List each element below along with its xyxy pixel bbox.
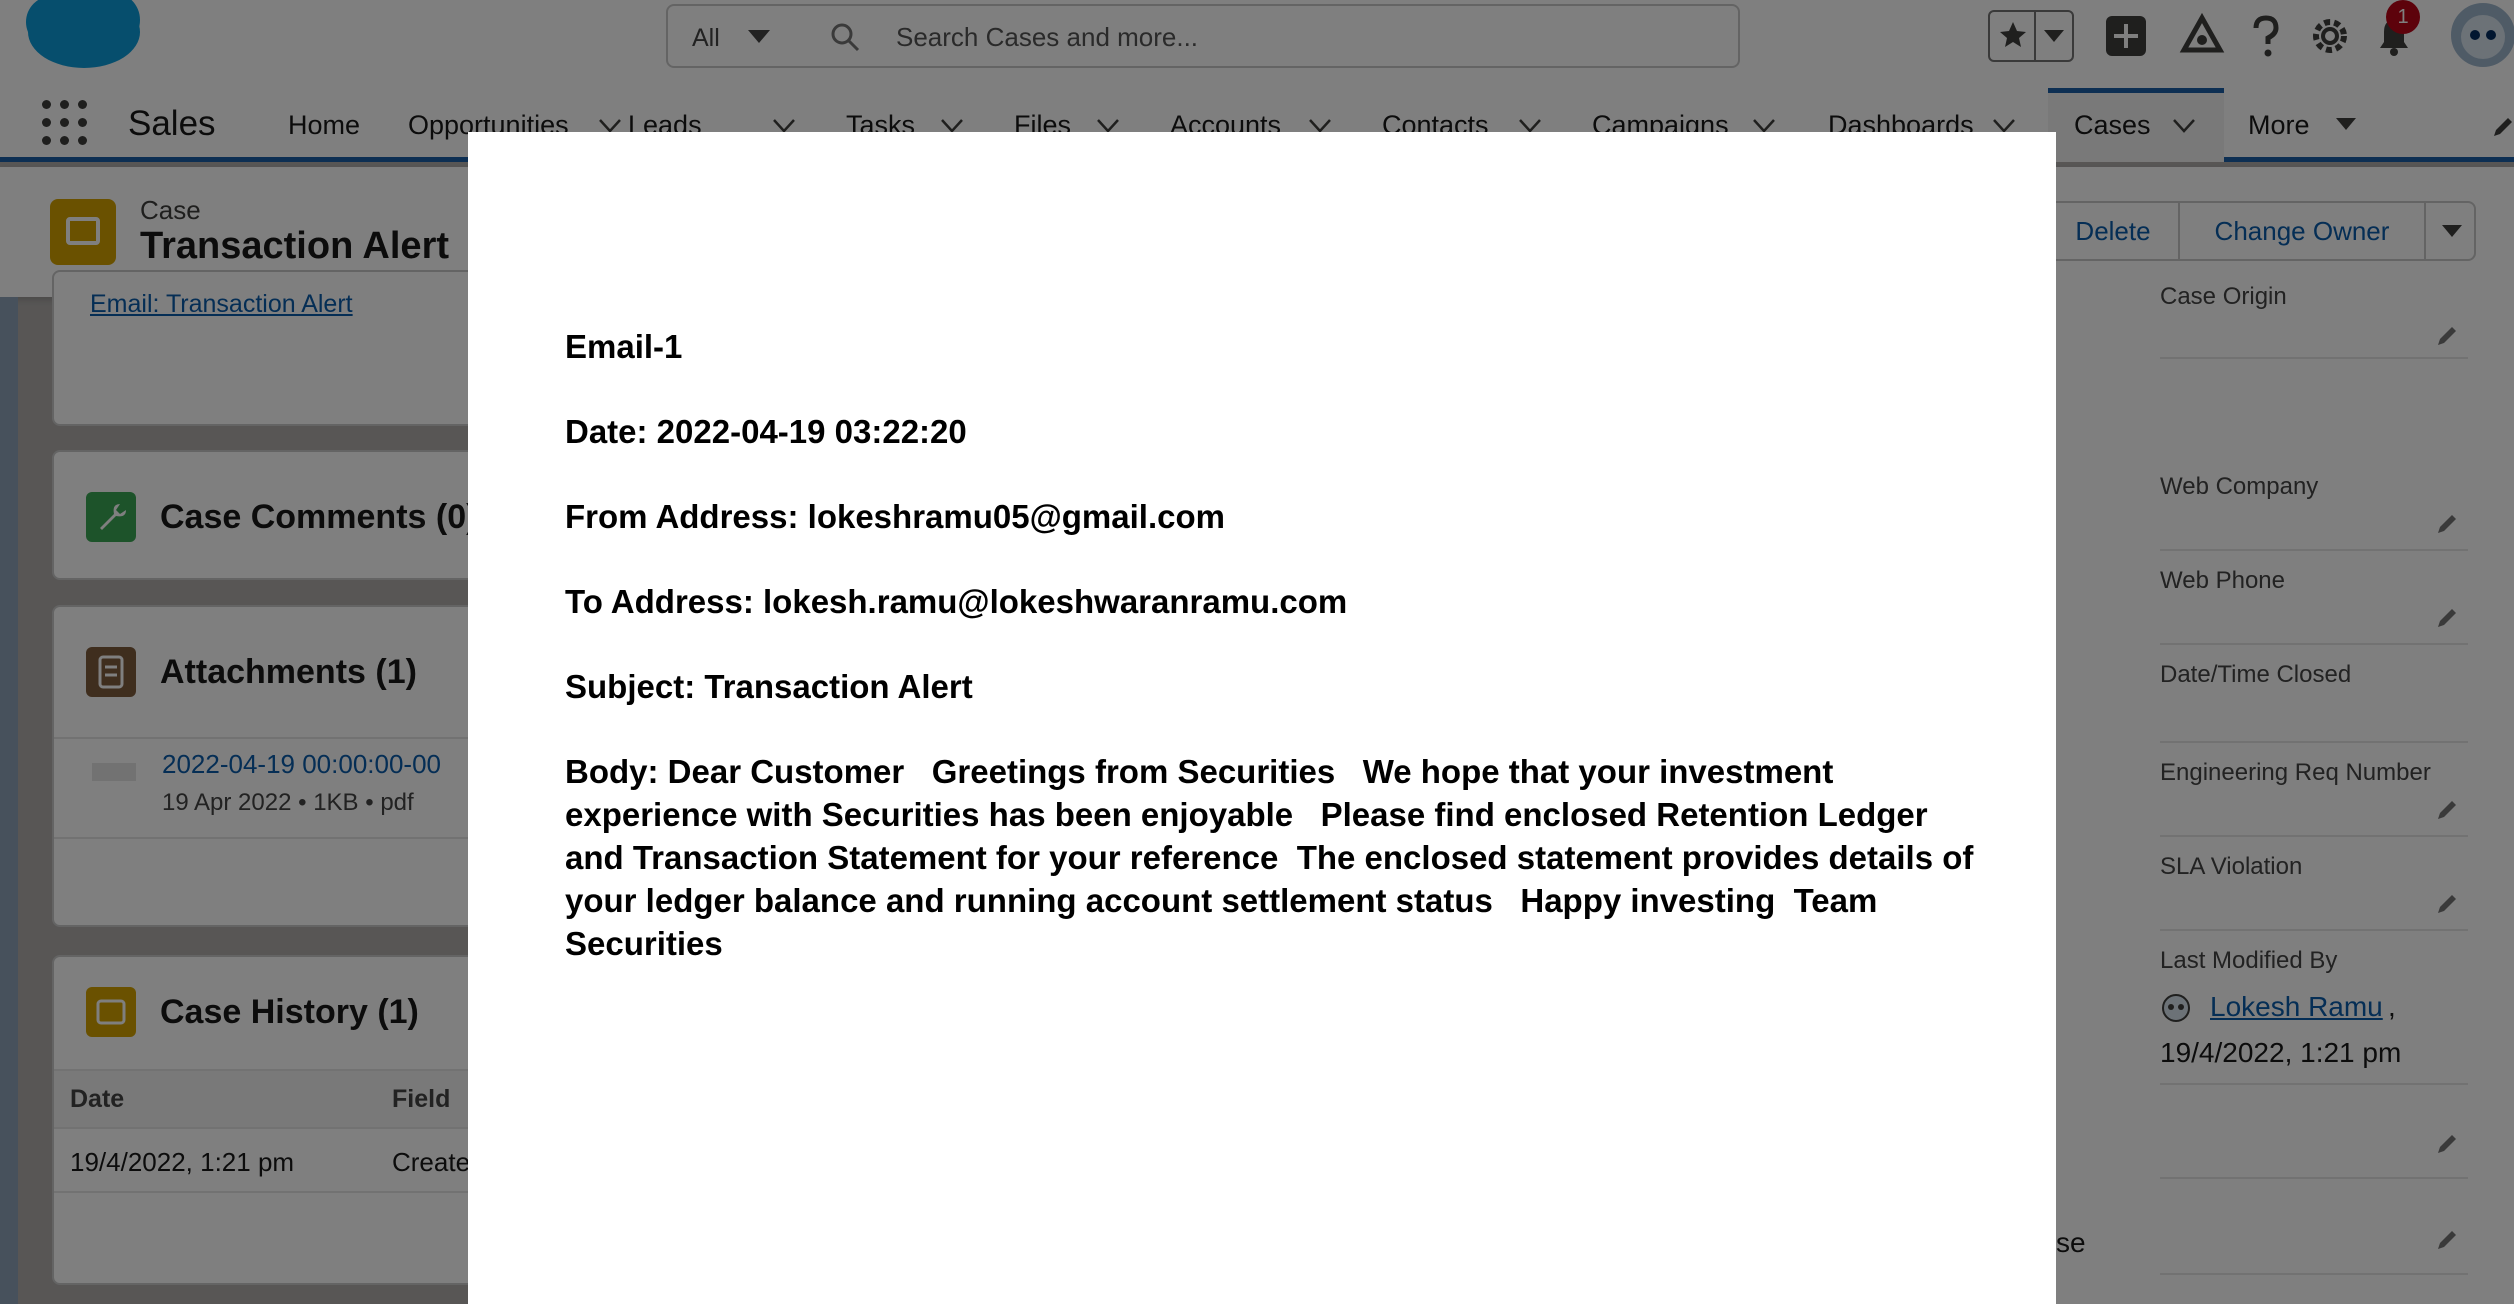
email-date: Date: 2022-04-19 03:22:20 [565, 413, 967, 450]
email-from: From Address: lokeshramu05@gmail.com [565, 498, 1225, 535]
email-heading: Email-1 [565, 328, 683, 365]
email-body: Body: Dear Customer Greetings from Securities We hope that your investment experience with Securities has been enjoyable Please find enclosed Retention Ledger and Transaction Statement for your reference The enclosed statement provides details of your ledger balance and running account settlement status Happy investing Team Securities [565, 753, 1983, 962]
email-document [565, 325, 1985, 1007]
email-to: To Address: lokesh.ramu@lokeshwaranramu.com [565, 583, 1348, 620]
email-subject: Subject: Transaction Alert [565, 668, 973, 705]
email-preview-modal [468, 132, 2056, 1304]
